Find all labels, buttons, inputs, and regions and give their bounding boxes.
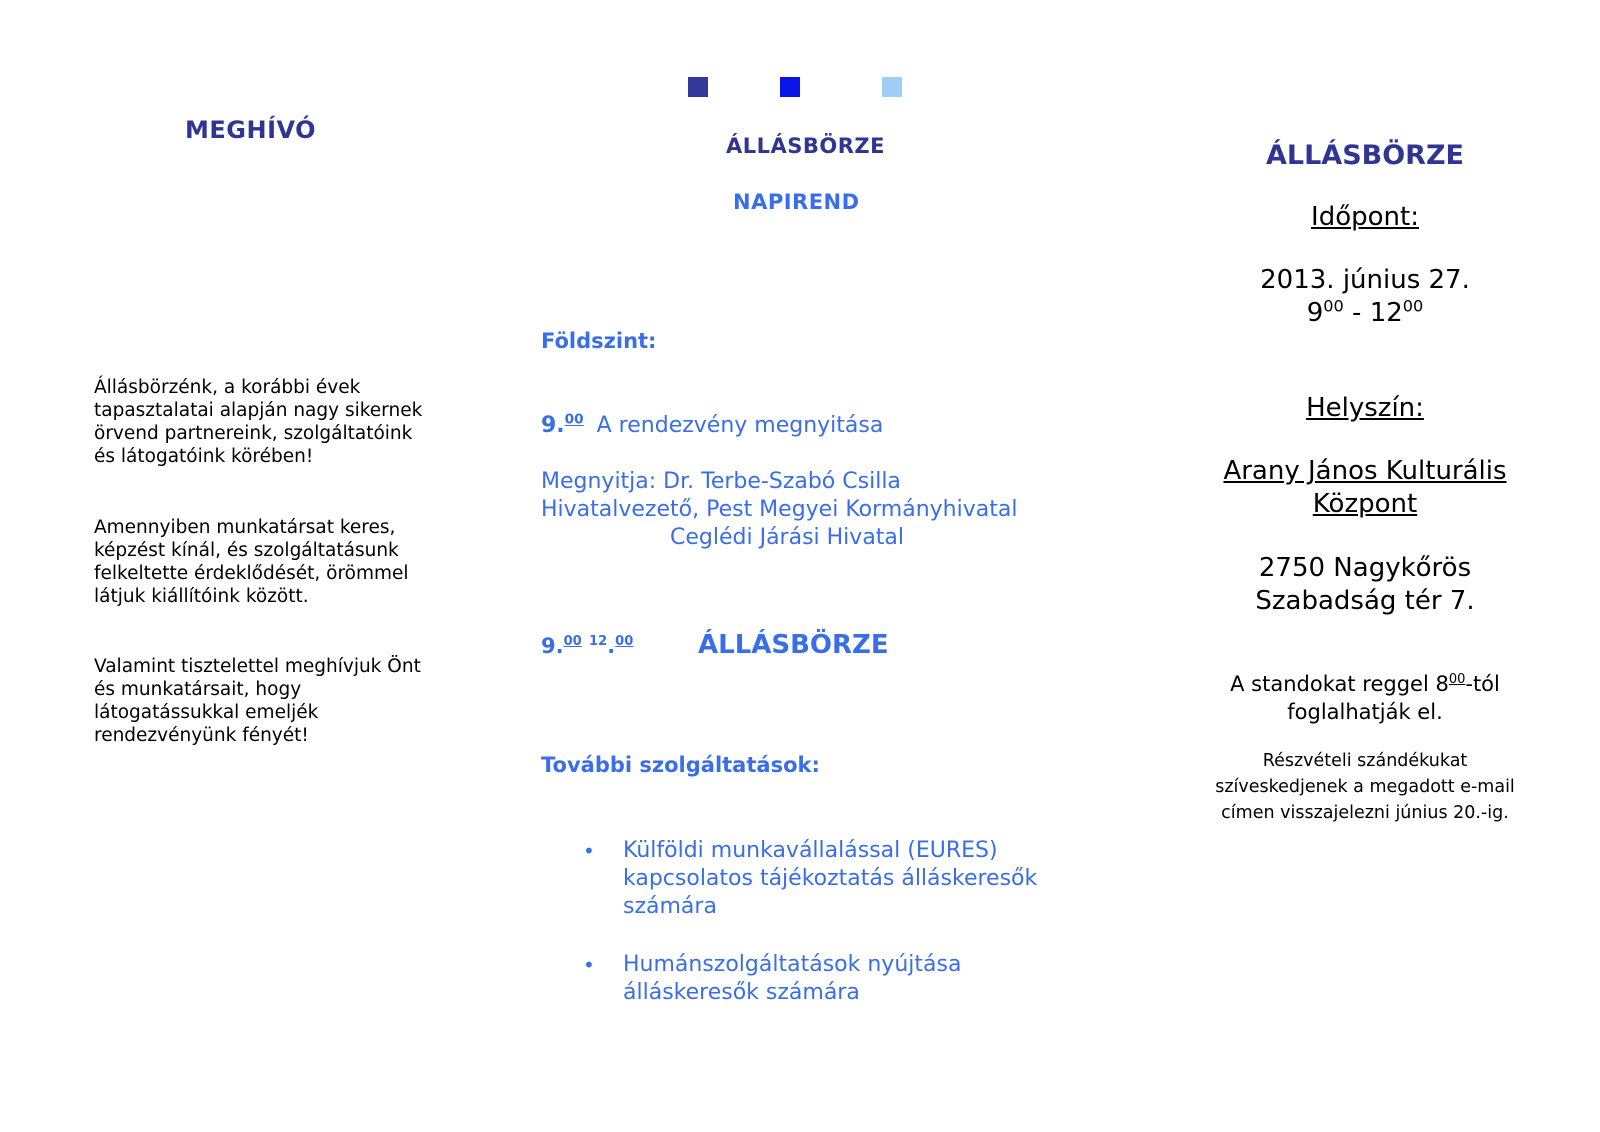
visitor-paragraph: Valamint tisztelettel meghívjuk Önt és munkatársait, hogy látogatássukkal emeljék rendezvényünk fényét! — [94, 656, 421, 746]
opening-speaker — [541, 468, 1017, 552]
jobfair-label: ÁLLÁSBÖRZE — [698, 630, 889, 660]
speaker-office: Ceglédi Járási Hivatal — [670, 525, 905, 550]
intro-paragraph: Állásbörzénk, a korábbi évek tapasztalatai alapján nagy sikernek örvend partnereink, szolgáltatóink és látogatóink körében! — [94, 377, 423, 467]
speaker-position: Hivatalvezető, Pest Megyei Kormányhivatal — [541, 497, 1018, 522]
floor-label: Földszint: — [541, 329, 657, 353]
time-label: Időpont: — [1311, 202, 1419, 232]
event-details — [1165, 140, 1565, 826]
agenda-item-jobfair — [541, 630, 889, 660]
decor-square-2 — [780, 77, 800, 97]
speaker-name: Megnyitja: Dr. Terbe-Szabó Csilla — [541, 469, 901, 494]
venue-name: Arany János Kulturális Központ — [1223, 456, 1507, 519]
invitation-title: MEGHÍVÓ — [185, 116, 317, 144]
rsvp-note: Részvételi szándékukat szíveskedjenek a megadott e-mail címen visszajelezni június 20.-ig. — [1215, 751, 1515, 823]
place-label: Helyszín: — [1306, 393, 1424, 423]
opening-time: 9.00 — [541, 411, 584, 438]
decor-square-1 — [688, 77, 708, 97]
services-label: További szolgáltatások: — [541, 753, 820, 777]
exhibitor-paragraph: Amennyiben munkatársat keres, képzést kínál, és szolgáltatásunk felkeltette érdeklődését, örömmel látjuk kiállítóink között. — [94, 517, 409, 607]
agenda-heading: NAPIREND — [733, 190, 860, 214]
stand-booking-note: A standokat reggel $8^{00}$-tól foglalhatják el. — [1230, 672, 1500, 724]
details-title: ÁLLÁSBÖRZE — [1266, 140, 1464, 171]
jobfair-time: 9.00 $^{12}$.$^{00}$ — [541, 634, 634, 658]
bullet-icon: • — [583, 839, 595, 863]
venue-address: 2750 Nagykőrös Szabadság tér 7. — [1255, 553, 1475, 616]
agenda-event-title: ÁLLÁSBÖRZE — [726, 134, 885, 158]
services-list — [583, 837, 1083, 1037]
bullet-icon: • — [583, 953, 595, 977]
agenda-item-opening — [541, 412, 883, 440]
decor-square-3 — [882, 77, 902, 97]
list-item: • Külföldi munkavállalással (EURES) kapcsolatos tájékoztatás álláskeresők számára — [583, 838, 1038, 919]
event-date: 2013. június 27. — [1260, 265, 1470, 295]
list-item: • Humánszolgáltatások nyújtása álláskeresők számára — [583, 952, 962, 1005]
opening-text: A rendezvény megnyitása — [596, 413, 884, 438]
event-time: $9^{00} - 12^{00}$ — [1306, 296, 1424, 328]
